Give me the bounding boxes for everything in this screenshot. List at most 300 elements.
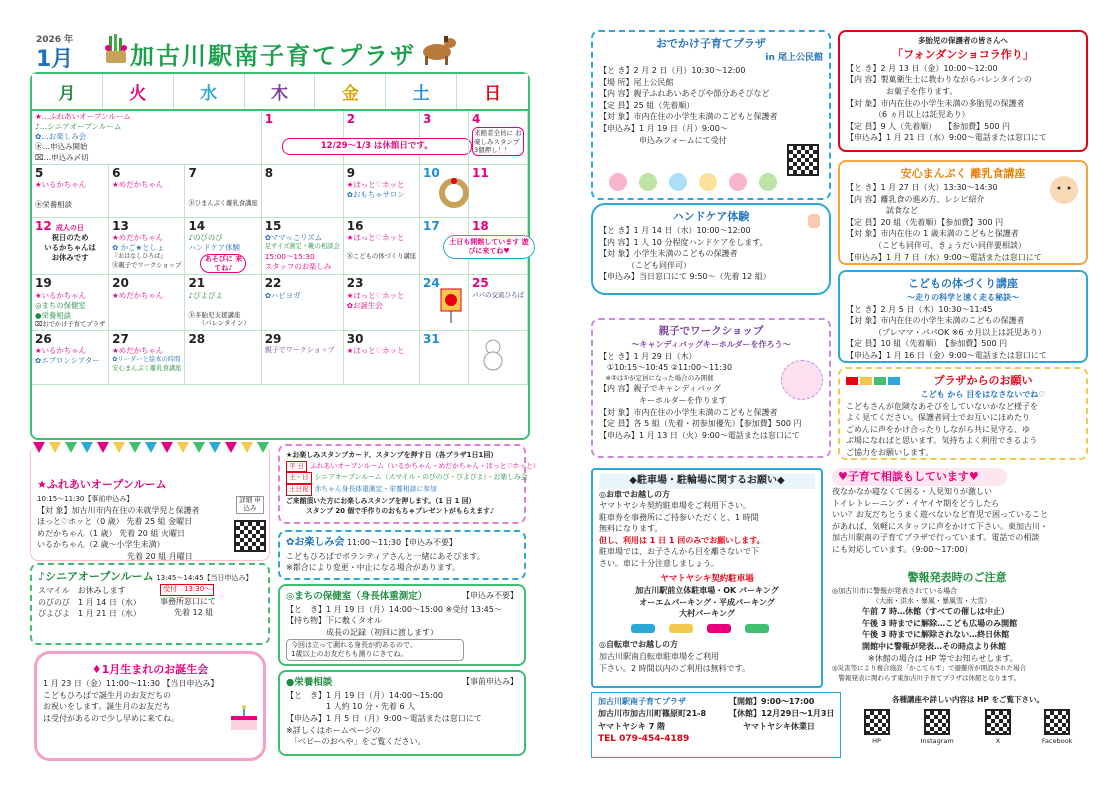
- event: ㊍栄養相談: [35, 199, 72, 209]
- calendar-day: [344, 218, 420, 275]
- footer-address: 加古川市加古川町篠原町21-8: [598, 709, 707, 719]
- day-number: 2: [346, 112, 356, 126]
- bubble-note: あそびに 来てね♪: [200, 254, 246, 273]
- birthday-section: [34, 651, 266, 761]
- event: お休みです: [51, 253, 89, 263]
- footer-closed: 【休館】12月29日～1月3日: [729, 709, 835, 719]
- day-number: 23: [346, 276, 364, 291]
- valentine-row: 【と き】2 月 13 日（金）10:00～12:00: [846, 63, 998, 73]
- calendar-day: [32, 331, 109, 384]
- event: ◎まちの保健室: [35, 300, 86, 310]
- valentine-row: 【定 員】9 人（先着順） 【参加費】500 円: [846, 121, 1010, 131]
- calendar-day: [420, 275, 469, 331]
- parking-title: ◆駐車場・駐輪場に関するお願い◆: [599, 474, 815, 489]
- footer-qr-title: 各種講座や詳しい内容は HP をご覧下さい。: [892, 695, 1044, 704]
- senior-reception-limit: 先着 12 組: [174, 607, 214, 617]
- day-number: 17: [423, 219, 440, 234]
- eiyo-row: 【と き】1 月 19 日（月）14:00～15:00: [286, 690, 444, 700]
- rinyu-section: [838, 160, 1088, 265]
- karada-subtitle: ～走りの科学と速く走る秘訣～: [907, 292, 1019, 302]
- calendar-day: [32, 218, 109, 275]
- eiyo-tag: 【事前申込み】: [462, 677, 518, 686]
- parking-bike-heading: ◎自転車でお越しの方: [599, 640, 678, 650]
- workshop-row: キーホルダーを作ります: [599, 396, 727, 406]
- day-number: 7: [188, 165, 197, 180]
- stamp-row: スタンプ 20 個で手作りのおもちゃプレゼントがもらえます♪: [306, 506, 495, 515]
- birthday-cake-icon: [227, 702, 261, 734]
- workshop-row: 【申込み】1 月 13 日（火）9:00～電話または窓口にて: [599, 430, 800, 440]
- fureai-target: 【対 象】加古川市内在住の未就学児と保護者: [37, 505, 200, 515]
- parking-row: 但し、利用は 1 日 1 回のみでお願いします。: [599, 535, 765, 545]
- day-number: 13: [112, 219, 129, 234]
- event: ★いるかちゃん: [35, 290, 86, 300]
- parking-row: 駐車場では、お子さんから目を離さないで下: [599, 547, 759, 557]
- odekake-section: [591, 30, 831, 200]
- cars-decoration: [629, 620, 779, 636]
- calendar-day: [469, 275, 528, 331]
- weekday-wed: 水: [174, 74, 245, 109]
- rinyu-row: 【内 容】離乳食の進め方、レシピ紹介: [846, 194, 985, 204]
- odekake-row: 【対 象】市内在住の小学生未満のこどもと保護者: [599, 112, 778, 122]
- handcare-row: 【内 容】1 人 10 分程度ハンドケアをします。: [599, 237, 768, 247]
- senior-time: 13:45～14:45【当日申込み】: [156, 574, 253, 582]
- valentine-row: 【申込み】1 月 21 日（水）9:00～電話または窓口にて: [846, 133, 1047, 143]
- calendar-day: [185, 275, 261, 331]
- event: ㊍多胎児支援講座: [188, 310, 241, 319]
- event: ★ほっと♡ホッと: [346, 233, 405, 243]
- eiyo-row: ※詳しくはホームページの: [286, 725, 381, 735]
- event: ✿お誕生会: [346, 300, 383, 310]
- hokenshitsu-section: [278, 584, 526, 666]
- event: ㊍ひまんぷく離乳食講座: [188, 199, 258, 207]
- valentine-pre: 多胎児の保護者の皆さんへ: [918, 36, 1008, 45]
- footer-building: ヤマトヤシキ 7 階: [598, 721, 666, 731]
- parking-row: さい。車に十分注意しましょう。: [599, 559, 719, 569]
- event: ⌧おでかけ子育てプラザ: [35, 320, 106, 328]
- keiho-pre: ◎加古川市に警報が発表されている場合: [832, 586, 958, 595]
- calendar-grid: [32, 111, 528, 438]
- stamp-row: [286, 461, 540, 473]
- hand-icon: [803, 208, 825, 230]
- parking-lot: 加古川駅前立体駐車場・OK パーキング: [635, 585, 779, 595]
- footer-qr-area: [848, 694, 1088, 758]
- birthday-row: は受付があるので少し早めに来てね。: [43, 713, 179, 723]
- parking-bike-row: 加古川駅南自転車駐車場をご利用: [599, 651, 719, 661]
- birthday-row: こどもひろばで誕生月のお友だちの: [43, 690, 171, 700]
- calendar-day: [420, 111, 469, 165]
- senior-title: ♪シニアオープンルーム: [38, 570, 154, 583]
- footer-name: 加古川駅南子育てプラザ: [598, 697, 686, 706]
- kite-icon: [438, 287, 464, 323]
- stamp-note: 来館者全員に お楽しみスタンプ 3個押し！！: [472, 127, 524, 155]
- day-number: 4: [472, 112, 481, 126]
- trees-decoration: [603, 172, 823, 198]
- calendar-day: [185, 218, 261, 275]
- senior-reception-place: 事務所窓口にて: [160, 596, 216, 606]
- event: ✿ママっこリズム: [264, 233, 323, 243]
- qr-instagram[interactable]: [921, 709, 954, 745]
- valentine-row: お菓子を作ります。: [846, 87, 958, 96]
- stamp-row: [286, 472, 528, 484]
- hokenshitsu-tag: 【申込み不要】: [462, 591, 518, 600]
- qr-label: HP: [872, 737, 881, 745]
- page-title: 加古川駅南子育てプラザ: [130, 42, 416, 70]
- closed-banner: 12/29～1/3 は休館日です。: [282, 138, 472, 155]
- event: ㊍親子でワークショップ: [112, 261, 182, 269]
- qr-x[interactable]: [985, 709, 1011, 745]
- parking-bike-row: 下さい。2 時間以内のご利用は無料です。: [599, 663, 750, 673]
- day-number: 11: [472, 165, 489, 180]
- rinyu-row: 【申込み】1 月 7 日（水）9:00～電話または窓口にて: [846, 252, 1042, 262]
- event: いるかちゃんは: [44, 243, 96, 253]
- stamp-title: ★お楽しみスタンプカード、スタンプを押す日（各プラザ1日1回）: [286, 451, 498, 459]
- soudan-row: があれば、気軽にスタッフに声をかけて下さい。東加古川・: [832, 521, 1048, 531]
- event: 安心まんぷく離乳食講座: [112, 364, 182, 372]
- senior-row: のびのび 1 月 14 日（水）: [38, 597, 141, 607]
- parking-row: ヤマトヤシキ契約駐車場をご利用下さい。: [599, 501, 751, 511]
- calendar-day: [420, 165, 469, 218]
- soudan-row: 夜なかなか寝なくて困る・人見知りが激しい: [832, 486, 992, 496]
- stamp-row: ご来館頂いた方にお楽しみスタンプを押します。（1 日 1 回）: [286, 496, 476, 505]
- eiyo-row: 1 人約 10 分・先着 6 人: [286, 702, 416, 712]
- workshop-row: 【定 員】各 5 組（先着・初参加優先）【参加費】500 円: [599, 419, 802, 429]
- weekday-thu: 木: [245, 74, 316, 109]
- handcare-row: 【申込み】当日窓口にて 9:50～（先着 12 組）: [599, 272, 771, 282]
- fureai-row: いるかちゃん（2 歳～小学生未満）: [37, 540, 165, 550]
- rinyu-row: 【対 象】市内在住の 1 歳未満のこどもと保護者: [846, 229, 1019, 239]
- weekday-mon: 月: [32, 74, 103, 109]
- karada-row: 【定 員】10 組（先着順） 【参加費】500 円: [846, 339, 1008, 349]
- day-number-text: 12: [35, 219, 52, 234]
- qr-code[interactable]: [985, 709, 1011, 735]
- senior-row: スマイル お休みします: [38, 585, 126, 595]
- fureai-row: めだかちゃん（1 歳） 先着 20 組 火曜日: [37, 528, 185, 538]
- train-icon: [846, 375, 902, 387]
- day-number: 3: [423, 112, 432, 126]
- valentine-section: [838, 30, 1088, 152]
- note-line: 1歳以上のお友だちも測りにきてね。: [291, 649, 408, 658]
- event: 足サイズ測定・靴の相談会: [264, 243, 340, 251]
- event: 親子でワークショップ: [264, 346, 335, 355]
- valentine-row: （6 ヵ月以上は託児あり）: [846, 110, 970, 120]
- handcare-title: ハンドケア体験: [672, 210, 750, 223]
- parking-row: 無料になります。: [599, 524, 663, 534]
- onegai-row: ご協力をお願いします。: [846, 447, 934, 457]
- calendar-day: [32, 165, 109, 218]
- day-number: 20: [112, 276, 129, 291]
- calendar-day: [32, 275, 109, 331]
- stamp-text: 赤ちゃん身長体重測定・栄養相談に参加: [314, 485, 437, 493]
- otanoshimi-time: 11:00～11:30: [346, 538, 402, 547]
- event: ★めだかちゃん: [112, 180, 164, 190]
- rinyu-row: （こども同伴可、きょうだい同伴要相談）: [846, 240, 1026, 250]
- calendar-day: [262, 275, 344, 331]
- karada-row: 【申込み】1 月 16 日（金）9:00～電話または窓口にて: [846, 350, 1047, 360]
- fureai-time: 10:15～11:30【事前申込み】: [37, 494, 134, 503]
- day-number: 24: [423, 276, 440, 291]
- qr-hp[interactable]: [864, 709, 890, 745]
- eiyo-section: [278, 670, 526, 756]
- odekake-row: 【内 容】親子ふれあいあそびや節分あそびなど: [599, 89, 770, 99]
- day-number: 1: [264, 112, 274, 126]
- parking-lot: オーエムパーキング・平成パーキング: [639, 597, 775, 607]
- qr-label: Instagram: [920, 737, 954, 745]
- event: スタッフのお楽しみ: [264, 261, 332, 271]
- bunting-decoration: [31, 442, 271, 456]
- stamp-tag: 土・日: [286, 472, 312, 484]
- valentine-title: 「フォンダンショコラ作り」: [892, 47, 1034, 61]
- fureai-section: [30, 446, 270, 561]
- event: 祝日のため: [51, 233, 89, 243]
- footer-tel: TEL 079-454-4189: [598, 734, 690, 745]
- event: ✿リーダーと絵本の時間: [112, 356, 181, 364]
- qr-label: X: [995, 737, 1001, 745]
- stamp-text: シニアオープンルーム（スマイル・のびのび・ぴよぴよ）・お楽しみ会: [314, 473, 528, 482]
- odekake-row: 【場 所】尾上公民館: [599, 77, 674, 87]
- onegai-section: [838, 367, 1088, 460]
- birthday-row: 1 月 23 日（金）11:00～11:30 【当日申込み】: [43, 678, 219, 688]
- qr-code[interactable]: [1044, 709, 1070, 735]
- event: ★ほっと♡ホッと: [346, 290, 405, 300]
- event: （バレンタイン）: [198, 319, 250, 328]
- weekday-tue: 火: [103, 74, 174, 109]
- birthday-title: ♦1月生まれのお誕生会: [91, 663, 209, 676]
- odekake-row: 【定 員】25 組（先着順）: [599, 100, 695, 110]
- calendar-day: [449, 218, 529, 275]
- otanoshimi-row: こどもひろばでボランティアさんと一緒にあそびます。: [286, 551, 485, 561]
- workshop-row: 【内 容】親子でキャンディバッグ: [599, 384, 721, 394]
- event: パパの交流ひろば: [472, 290, 524, 299]
- weekend-open-note: 土日も開館しています 遊びに来てね♥: [443, 235, 535, 259]
- otanoshimi-section: [278, 530, 526, 580]
- odekake-title: おでかけ子育てプラザ: [656, 37, 766, 50]
- legend-line: ★…ふれあいオープンルーム: [35, 112, 131, 121]
- eiyo-row: 【申込み】1 月 5 日（月）9:00～電話または窓口にて: [286, 713, 482, 723]
- valentine-row: 【内 容】製菓衛生士に教わりながらバレンタインの: [846, 75, 1032, 85]
- odekake-row: 【と き】2 月 2 日（月）10:30～12:00: [599, 65, 746, 75]
- keiho-sub: （大雨・洪水・暴風・暴風雪・大雪）: [872, 597, 991, 606]
- event: ♪ぴよぴよ: [188, 290, 223, 300]
- handcare-row: 【と き】1 月 14 日（水）10:00～12:00: [599, 225, 751, 235]
- footer-closed2: ヤマトヤシキ休業日: [743, 721, 815, 731]
- senior-reception-time: [160, 583, 217, 596]
- calendar-day: [420, 331, 469, 384]
- karada-row: 【と き】2 月 5 日（木）10:30～11:45: [846, 304, 993, 314]
- birthday-row: お祝いをします。誕生月のお友だち: [43, 702, 171, 712]
- month-label: 1月: [36, 47, 74, 72]
- senior-reception: [160, 583, 217, 618]
- keychain-image: [781, 360, 823, 400]
- stamp-tag: 平 日: [286, 461, 307, 473]
- day-number: 25: [472, 276, 489, 291]
- event: ✿エプロンシアター: [35, 356, 100, 366]
- workshop-section: [591, 318, 831, 458]
- keiho-foot: ◎災害等により複合施設「かこてらす」で避難所が開設された場合: [832, 664, 1027, 673]
- event: ★いるかちゃん: [35, 346, 86, 356]
- onegai-subtitle: こども から 目をはなさないでね♡: [920, 389, 1046, 399]
- hokenshitsu-row: 【と き】1 月 19 日（月）14:00～15:00 ※受付 13:45～: [286, 604, 502, 614]
- day-number: 6: [112, 165, 121, 180]
- soudan-title: ♥子育て相談もしています♥: [832, 468, 1007, 486]
- valentine-row: 【対 象】市内在住の小学生未満の多胎児の保護者: [846, 98, 1025, 108]
- onegai-row: ぶ場になればと思います。気持ちよく利用できるよう: [846, 436, 1038, 446]
- event: ★めだかちゃん: [112, 290, 164, 300]
- event: ★めだかちゃん: [112, 346, 164, 356]
- parking-car-heading: ◎お車でお越しの方: [599, 489, 670, 499]
- keiho-section: [826, 566, 1088, 690]
- odekake-subtitle: in 尾上公民館: [765, 52, 823, 63]
- parking-section: [591, 468, 823, 688]
- soudan-row: にも対応しています。（9:00～17:00）: [832, 544, 973, 554]
- event: ★めだかちゃん: [112, 233, 164, 243]
- legend-line: ♪…シニアオープンルーム: [35, 122, 122, 132]
- footer-info: [591, 692, 841, 758]
- handcare-row: 【対 象】小学生未満のこどもの保護者: [599, 249, 738, 259]
- calendar-day: [262, 165, 344, 218]
- weekday-fri: 金: [315, 74, 386, 109]
- kadomatsu-icon: [103, 34, 129, 64]
- day-number: 19: [35, 276, 52, 291]
- karada-row: （プレママ・パパOK ※6 カ月以上は託児あり）: [846, 327, 1047, 337]
- event: ✿おもちゃサロン: [346, 190, 405, 199]
- event: ハンドケア体験: [188, 243, 241, 253]
- soudan-row: トイレトレーニング・イヤイヤ期をどうしたら: [832, 498, 1000, 508]
- eiyo-row: 「ベビーのおへや」をご覧ください。: [286, 737, 426, 747]
- day-number: [35, 219, 105, 233]
- keiho-title: 警報発表時のご注意: [907, 571, 1007, 584]
- fureai-row: ほっと♡ホッと（0 歳） 先着 25 組 金曜日: [37, 517, 193, 527]
- soudan-row: 加古川駅南の子育てプラザで行っています。電話での相談: [832, 533, 1040, 543]
- stamp-row: [286, 484, 518, 496]
- stamp-tag: 土日祝: [286, 484, 312, 496]
- calendar-day: [469, 165, 528, 218]
- day-number: 28: [188, 332, 206, 347]
- event: 15:00～15:30: [264, 251, 315, 261]
- note-line: 今回は立って測れる身長が約あるので、: [291, 640, 417, 649]
- handcare-row: （こども同伴可）: [599, 260, 691, 270]
- day-number: 30: [346, 332, 364, 347]
- workshop-row: 【対 象】市内在住の小学生未満のこどもと保護者: [599, 407, 778, 417]
- keiho-foot: 警報発表に関わらず東加古川子育てプラザは休館となります。: [832, 673, 1020, 682]
- day-number: 29: [264, 332, 282, 347]
- reception-tag: 受付 13:30～: [160, 584, 214, 596]
- calendar-weekday-row: [32, 74, 528, 111]
- calendar-day: [109, 331, 185, 384]
- senior-row: ぴよぴよ 1 月 21 日（水）: [38, 609, 141, 619]
- hokenshitsu-note: [286, 639, 464, 662]
- event: ㊍こどもの体づくり講座: [346, 253, 417, 261]
- day-number: 16: [346, 219, 364, 234]
- qr-code[interactable]: [864, 709, 890, 735]
- day-number: 10: [423, 165, 440, 180]
- workshop-row: ※②は①が定員になった場合のみ開催: [599, 374, 714, 382]
- calendar-day-empty: [469, 331, 528, 384]
- event: ♪のびのび: [188, 233, 223, 243]
- calendar-day: [262, 218, 344, 275]
- calendar-day: [185, 331, 261, 384]
- workshop-title: 親子でワークショップ: [658, 325, 764, 337]
- soudan-section: [826, 464, 1088, 564]
- parking-lot: 大村パーキング: [679, 609, 735, 619]
- fureai-row: 先着 20 組 月曜日: [127, 551, 193, 561]
- calendar-day: [262, 331, 344, 384]
- calendar-legend: [32, 111, 262, 165]
- day-number: 27: [112, 332, 129, 347]
- rinyu-row: 【定 員】20 組（先着順）【参加費】300 円: [846, 217, 1004, 227]
- eiyo-title: ●栄養相談: [286, 677, 333, 688]
- event: ★ほっと♡ホッと: [346, 180, 405, 190]
- onegai-row: こどもさんが危険なあそびをしていないかなど様子を: [846, 401, 1038, 411]
- karada-title: こどもの体づくり講座: [908, 277, 1018, 290]
- soudan-row: いい？お友だちとうまく遊べないなど育児で困っていること: [832, 510, 1048, 520]
- qr-facebook[interactable]: [1042, 709, 1073, 745]
- event: 『おはなしひろば』: [112, 253, 167, 261]
- footer-open: 【開館】9:00～17:00: [729, 697, 815, 706]
- calendar-day: [109, 165, 185, 218]
- legend-line: ㊍…申込み開始: [35, 142, 88, 152]
- calendar-day: [185, 165, 261, 218]
- calendar-day: [344, 165, 420, 218]
- stamp-section: [278, 444, 540, 524]
- fureai-title: ★ふれあいオープンルーム: [37, 478, 167, 491]
- horse-icon: [415, 32, 459, 66]
- event: ✿ かご★としょ: [112, 243, 165, 253]
- rinyu-row: 試食など: [846, 206, 918, 216]
- onegai-row: よく見てください。保護者同士でお互いにほめたり: [846, 413, 1030, 423]
- qr-code[interactable]: [924, 709, 950, 735]
- hokenshitsu-title: ◎まちの保健室（身長体重測定）: [286, 591, 428, 602]
- otanoshimi-tag: 【申込み不要】: [401, 538, 458, 547]
- day-number: 15: [264, 219, 282, 234]
- hokenshitsu-row: 成長の記録（初回に渡します）: [286, 627, 438, 637]
- event: ★いるかちゃん: [35, 180, 86, 190]
- day-number: 18: [472, 219, 489, 234]
- handcare-section: [591, 203, 831, 295]
- holiday-name: 成人の日: [55, 224, 84, 233]
- day-number: 22: [264, 276, 282, 291]
- rinyu-title: 安心まんぷく 離乳食講座: [900, 167, 1026, 180]
- calendar: [30, 72, 530, 440]
- calendar-day: [344, 331, 420, 384]
- workshop-subtitle: ～キャンディバッグキーホルダーを作ろう～: [631, 340, 791, 350]
- fureai-qr-code[interactable]: [234, 520, 266, 552]
- calendar-day: [469, 111, 528, 165]
- keiho-row: 午後 3 時までに解除…こども広場のみ開館: [862, 618, 1018, 628]
- workshop-row: 【と き】1 月 29 日（木）: [599, 351, 697, 361]
- otanoshimi-row: ※都合により変更・中止になる場合があります。: [286, 563, 461, 573]
- keiho-note: ※休館の場合は HP 等でお知らせします。: [868, 653, 1018, 663]
- keiho-row: 開館中に警報が発表…その時点より休館: [862, 642, 1006, 651]
- day-number: 8: [264, 165, 274, 180]
- onegai-title: プラザからのお願い: [933, 374, 1033, 387]
- stamp-text: ふれあいオープンルーム（いるかちゃん・めだかちゃん・ほっと♡ホッと）: [310, 461, 540, 470]
- calendar-day: [109, 218, 185, 275]
- day-number: 14: [188, 219, 206, 234]
- day-number: 26: [35, 332, 52, 347]
- weekday-sat: 土: [386, 74, 457, 109]
- qr-label: Facebook: [1041, 737, 1073, 745]
- legend-line: ✿…お楽しみ会: [35, 132, 87, 142]
- weekday-sun: 日: [484, 84, 502, 104]
- senior-section: [30, 563, 270, 645]
- event: ●栄養相談: [35, 310, 72, 320]
- fureai-detail-label: 詳細 申込み: [236, 496, 264, 514]
- karada-row: 【対 象】市内在住の小学生未満のこどもの保護者: [846, 316, 1025, 326]
- hokenshitsu-row: 【持ち物】下に敷くタオル: [286, 616, 382, 626]
- day-number: 31: [423, 332, 440, 347]
- legend-line: ⌧…申込み〆切: [35, 152, 89, 162]
- year-label: 2026 年: [36, 35, 74, 45]
